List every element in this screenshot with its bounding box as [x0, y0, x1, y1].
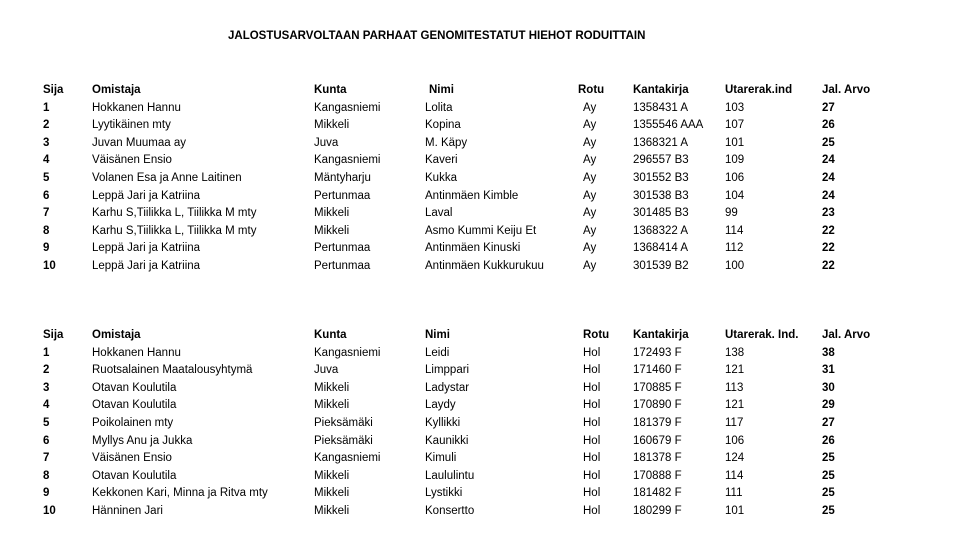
cell-kunta: Mikkeli — [314, 487, 350, 500]
cell-omistaja: Otavan Koulutila — [92, 381, 177, 394]
cell-rotu: Hol — [583, 346, 601, 359]
cell-kunta: Pieksämäki — [314, 417, 373, 429]
cell-utarerak: 114 — [725, 469, 744, 482]
cell-sija: 4 — [43, 154, 50, 167]
cell-utarerak: 121 — [725, 399, 745, 412]
cell-rotu: Hol — [583, 434, 601, 447]
cell-utarerak: 111 — [725, 487, 743, 500]
cell-omistaja: Otavan Koulutila — [92, 399, 177, 412]
cell-kantakirja: 296557 B3 — [633, 154, 689, 167]
cell-rotu: Hol — [583, 469, 601, 482]
cell-utarerak: 124 — [725, 452, 745, 465]
cell-kunta: Mäntyharju — [314, 172, 371, 184]
cell-sija: 9 — [43, 242, 50, 255]
page-title: JALOSTUSARVOLTAAN PARHAAT GENOMITESTATUT HIEHOT RODUITTAIN — [228, 30, 646, 42]
table-row — [0, 397, 973, 414]
cell-omistaja: Juvan Muumaa ay — [92, 136, 186, 149]
header-nimi: Nimi — [429, 84, 454, 96]
cell-rotu: Ay — [583, 207, 597, 220]
cell-omistaja: Väisänen Ensio — [92, 452, 172, 465]
cell-omistaja: Leppä Jari ja Katriina — [92, 260, 201, 272]
cell-rotu: Hol — [583, 487, 601, 500]
table-row — [0, 135, 973, 152]
header-kunta: Kunta — [314, 329, 347, 341]
cell-kantakirja: 301485 B3 — [633, 207, 689, 220]
cell-omistaja: Otavan Koulutila — [92, 469, 177, 482]
cell-jal: 26 — [822, 434, 835, 447]
header-rotu: Rotu — [583, 329, 610, 341]
cell-sija: 2 — [43, 119, 50, 132]
cell-utarerak: 104 — [725, 189, 745, 202]
cell-omistaja: Hänninen Jari — [92, 505, 163, 517]
cell-kantakirja: 181482 F — [633, 487, 682, 500]
table-row — [0, 152, 973, 169]
cell-nimi: Laululintu — [425, 469, 475, 482]
table-row — [0, 258, 973, 275]
cell-rotu: Ay — [583, 172, 597, 184]
cell-omistaja: Myllys Anu ja Jukka — [92, 434, 193, 447]
cell-kunta: Mikkeli — [314, 399, 350, 412]
table-row — [0, 503, 973, 520]
header-utarerak: Utarerak.ind — [725, 84, 793, 96]
cell-jal: 24 — [822, 189, 835, 202]
cell-sija: 1 — [43, 346, 50, 359]
cell-kunta: Juva — [314, 364, 339, 377]
cell-jal: 22 — [822, 224, 835, 237]
cell-rotu: Ay — [583, 189, 597, 202]
cell-nimi: Konsertto — [425, 505, 475, 517]
cell-sija: 9 — [43, 487, 50, 500]
cell-kantakirja: 180299 F — [633, 505, 682, 517]
cell-nimi: Ladystar — [425, 381, 470, 394]
cell-kunta: Mikkeli — [314, 469, 350, 482]
table-row — [0, 117, 973, 134]
cell-sija: 4 — [43, 399, 50, 412]
cell-rotu: Ay — [583, 242, 597, 255]
cell-sija: 3 — [43, 136, 50, 149]
cell-sija: 2 — [43, 364, 50, 377]
header-kantakirja: Kantakirja — [633, 329, 689, 341]
header-nimi: Nimi — [425, 329, 450, 341]
header-kunta: Kunta — [314, 84, 347, 96]
cell-kunta: Pertunmaa — [314, 242, 371, 255]
table-row — [0, 450, 973, 467]
table-row — [0, 205, 973, 222]
table-row — [0, 100, 973, 117]
cell-sija: 6 — [43, 434, 50, 447]
cell-rotu: Ay — [583, 136, 597, 149]
table-row — [0, 433, 973, 450]
cell-omistaja: Karhu S,Tiilikka L, Tiilikka M mty — [92, 224, 257, 237]
cell-omistaja: Karhu S,Tiilikka L, Tiilikka M mty — [92, 207, 257, 220]
cell-omistaja: Leppä Jari ja Katriina — [92, 189, 201, 202]
cell-utarerak: 107 — [725, 119, 745, 132]
table-row — [0, 345, 973, 362]
cell-nimi: Asmo Kummi Keiju Et — [425, 224, 537, 237]
table-row — [0, 170, 973, 187]
cell-nimi: M. Käpy — [425, 136, 468, 149]
cell-rotu: Ay — [583, 101, 597, 114]
cell-sija: 1 — [43, 101, 50, 114]
cell-sija: 5 — [43, 172, 50, 184]
cell-jal: 30 — [822, 381, 835, 394]
cell-jal: 27 — [822, 417, 835, 429]
cell-utarerak: 106 — [725, 434, 745, 447]
header-sija: Sija — [43, 329, 64, 341]
cell-rotu: Hol — [583, 505, 601, 517]
cell-nimi: Kaveri — [425, 154, 458, 167]
cell-kantakirja: 170890 F — [633, 399, 682, 412]
table-row — [0, 485, 973, 502]
cell-omistaja: Kekkonen Kari, Minna ja Ritva mty — [92, 487, 268, 500]
cell-utarerak: 109 — [725, 154, 745, 167]
cell-sija: 8 — [43, 469, 50, 482]
cell-kantakirja: 1358431 A — [633, 101, 689, 114]
cell-kunta: Mikkeli — [314, 381, 350, 394]
cell-kunta: Mikkeli — [314, 207, 350, 220]
header-jal: Jal. Arvo — [822, 84, 871, 96]
cell-nimi: Antinmäen Kinuski — [425, 242, 521, 255]
cell-jal: 26 — [822, 119, 835, 132]
cell-sija: 6 — [43, 189, 50, 202]
cell-rotu: Hol — [583, 364, 601, 377]
cell-sija: 7 — [43, 452, 50, 465]
cell-kantakirja: 181379 F — [633, 417, 682, 429]
cell-sija: 7 — [43, 207, 50, 220]
cell-omistaja: Väisänen Ensio — [92, 154, 172, 167]
cell-sija: 8 — [43, 224, 50, 237]
cell-rotu: Ay — [583, 119, 597, 132]
cell-jal: 24 — [822, 172, 835, 184]
cell-nimi: Leidi — [425, 346, 450, 359]
cell-utarerak: 99 — [725, 207, 738, 220]
cell-rotu: Ay — [583, 224, 597, 237]
header-utarerak: Utarerak. Ind. — [725, 329, 799, 341]
cell-sija: 5 — [43, 417, 50, 429]
cell-jal: 24 — [822, 154, 835, 167]
cell-nimi: Kyllikki — [425, 417, 461, 429]
cell-kunta: Mikkeli — [314, 119, 350, 132]
cell-jal: 27 — [822, 101, 835, 114]
cell-kunta: Pertunmaa — [314, 189, 371, 202]
cell-jal: 25 — [822, 452, 835, 465]
cell-jal: 23 — [822, 207, 835, 220]
cell-jal: 25 — [822, 487, 835, 500]
cell-kunta: Mikkeli — [314, 224, 350, 237]
cell-rotu: Hol — [583, 381, 601, 394]
cell-kantakirja: 301538 B3 — [633, 189, 689, 202]
cell-nimi: Lystikki — [425, 487, 463, 500]
cell-jal: 38 — [822, 346, 835, 359]
cell-kantakirja: 171460 F — [633, 364, 682, 377]
cell-kunta: Kangasniemi — [314, 452, 381, 465]
cell-kantakirja: 170885 F — [633, 381, 682, 394]
cell-kantakirja: 1368321 A — [633, 136, 689, 149]
header-rotu: Rotu — [578, 84, 605, 96]
table-row — [0, 380, 973, 397]
cell-utarerak: 106 — [725, 172, 745, 184]
cell-kantakirja: 170888 F — [633, 469, 682, 482]
cell-kantakirja: 1368322 A — [633, 224, 689, 237]
cell-sija: 3 — [43, 381, 50, 394]
cell-kunta: Pertunmaa — [314, 260, 371, 272]
cell-rotu: Ay — [583, 154, 597, 167]
cell-nimi: Antinmäen Kukkurukuu — [425, 260, 544, 272]
cell-kunta: Kangasniemi — [314, 154, 381, 167]
cell-omistaja: Lyytikäinen mty — [92, 119, 171, 132]
cell-jal: 22 — [822, 242, 835, 255]
cell-utarerak: 113 — [725, 381, 744, 394]
cell-utarerak: 114 — [725, 224, 744, 237]
header-jal: Jal. Arvo — [822, 329, 871, 341]
cell-utarerak: 121 — [725, 364, 745, 377]
cell-rotu: Hol — [583, 452, 601, 465]
header-omistaja: Omistaja — [92, 84, 141, 96]
cell-kunta: Kangasniemi — [314, 346, 381, 359]
cell-omistaja: Hokkanen Hannu — [92, 101, 181, 114]
table-header-row — [0, 82, 973, 99]
cell-nimi: Limppari — [425, 364, 470, 377]
cell-jal: 22 — [822, 260, 835, 272]
cell-utarerak: 100 — [725, 260, 745, 272]
cell-kantakirja: 172493 F — [633, 346, 682, 359]
cell-kantakirja: 160679 F — [633, 434, 682, 447]
cell-nimi: Laval — [425, 207, 453, 220]
cell-kunta: Pieksämäki — [314, 434, 373, 447]
cell-omistaja: Leppä Jari ja Katriina — [92, 242, 201, 255]
cell-jal: 31 — [822, 364, 835, 377]
cell-kunta: Kangasniemi — [314, 101, 381, 114]
header-omistaja: Omistaja — [92, 329, 141, 341]
table-row — [0, 240, 973, 257]
cell-nimi: Antinmäen Kimble — [425, 189, 519, 202]
table-row — [0, 468, 973, 485]
cell-nimi: Lolita — [425, 101, 453, 114]
cell-kunta: Juva — [314, 136, 339, 149]
cell-kantakirja: 301552 B3 — [633, 172, 689, 184]
cell-utarerak: 101 — [725, 505, 745, 517]
cell-utarerak: 112 — [725, 242, 744, 255]
cell-omistaja: Poikolainen mty — [92, 417, 174, 429]
table-row — [0, 188, 973, 205]
cell-utarerak: 117 — [725, 417, 744, 429]
cell-rotu: Ay — [583, 260, 597, 272]
cell-kunta: Mikkeli — [314, 505, 350, 517]
cell-omistaja: Volanen Esa ja Anne Laitinen — [92, 172, 242, 184]
table-header-row — [0, 327, 973, 344]
cell-jal: 29 — [822, 399, 835, 412]
cell-kantakirja: 1368414 A — [633, 242, 689, 255]
cell-jal: 25 — [822, 469, 835, 482]
table-row — [0, 415, 973, 432]
cell-sija: 10 — [43, 260, 56, 272]
cell-rotu: Hol — [583, 399, 601, 412]
cell-utarerak: 138 — [725, 346, 745, 359]
cell-kantakirja: 301539 B2 — [633, 260, 689, 272]
cell-omistaja: Ruotsalainen Maatalousyhtymä — [92, 364, 253, 377]
cell-nimi: Laydy — [425, 399, 456, 412]
cell-omistaja: Hokkanen Hannu — [92, 346, 181, 359]
cell-nimi: Kopina — [425, 119, 461, 132]
cell-sija: 10 — [43, 505, 56, 517]
cell-kantakirja: 181378 F — [633, 452, 682, 465]
cell-utarerak: 103 — [725, 101, 745, 114]
cell-kantakirja: 1355546 AAA — [633, 119, 704, 132]
cell-rotu: Hol — [583, 417, 601, 429]
cell-jal: 25 — [822, 505, 835, 517]
header-sija: Sija — [43, 84, 64, 96]
cell-utarerak: 101 — [725, 136, 745, 149]
cell-nimi: Kimuli — [425, 452, 457, 465]
cell-nimi: Kukka — [425, 172, 457, 184]
table-row — [0, 362, 973, 379]
cell-jal: 25 — [822, 136, 835, 149]
header-kantakirja: Kantakirja — [633, 84, 689, 96]
table-row — [0, 223, 973, 240]
cell-nimi: Kaunikki — [425, 434, 469, 447]
